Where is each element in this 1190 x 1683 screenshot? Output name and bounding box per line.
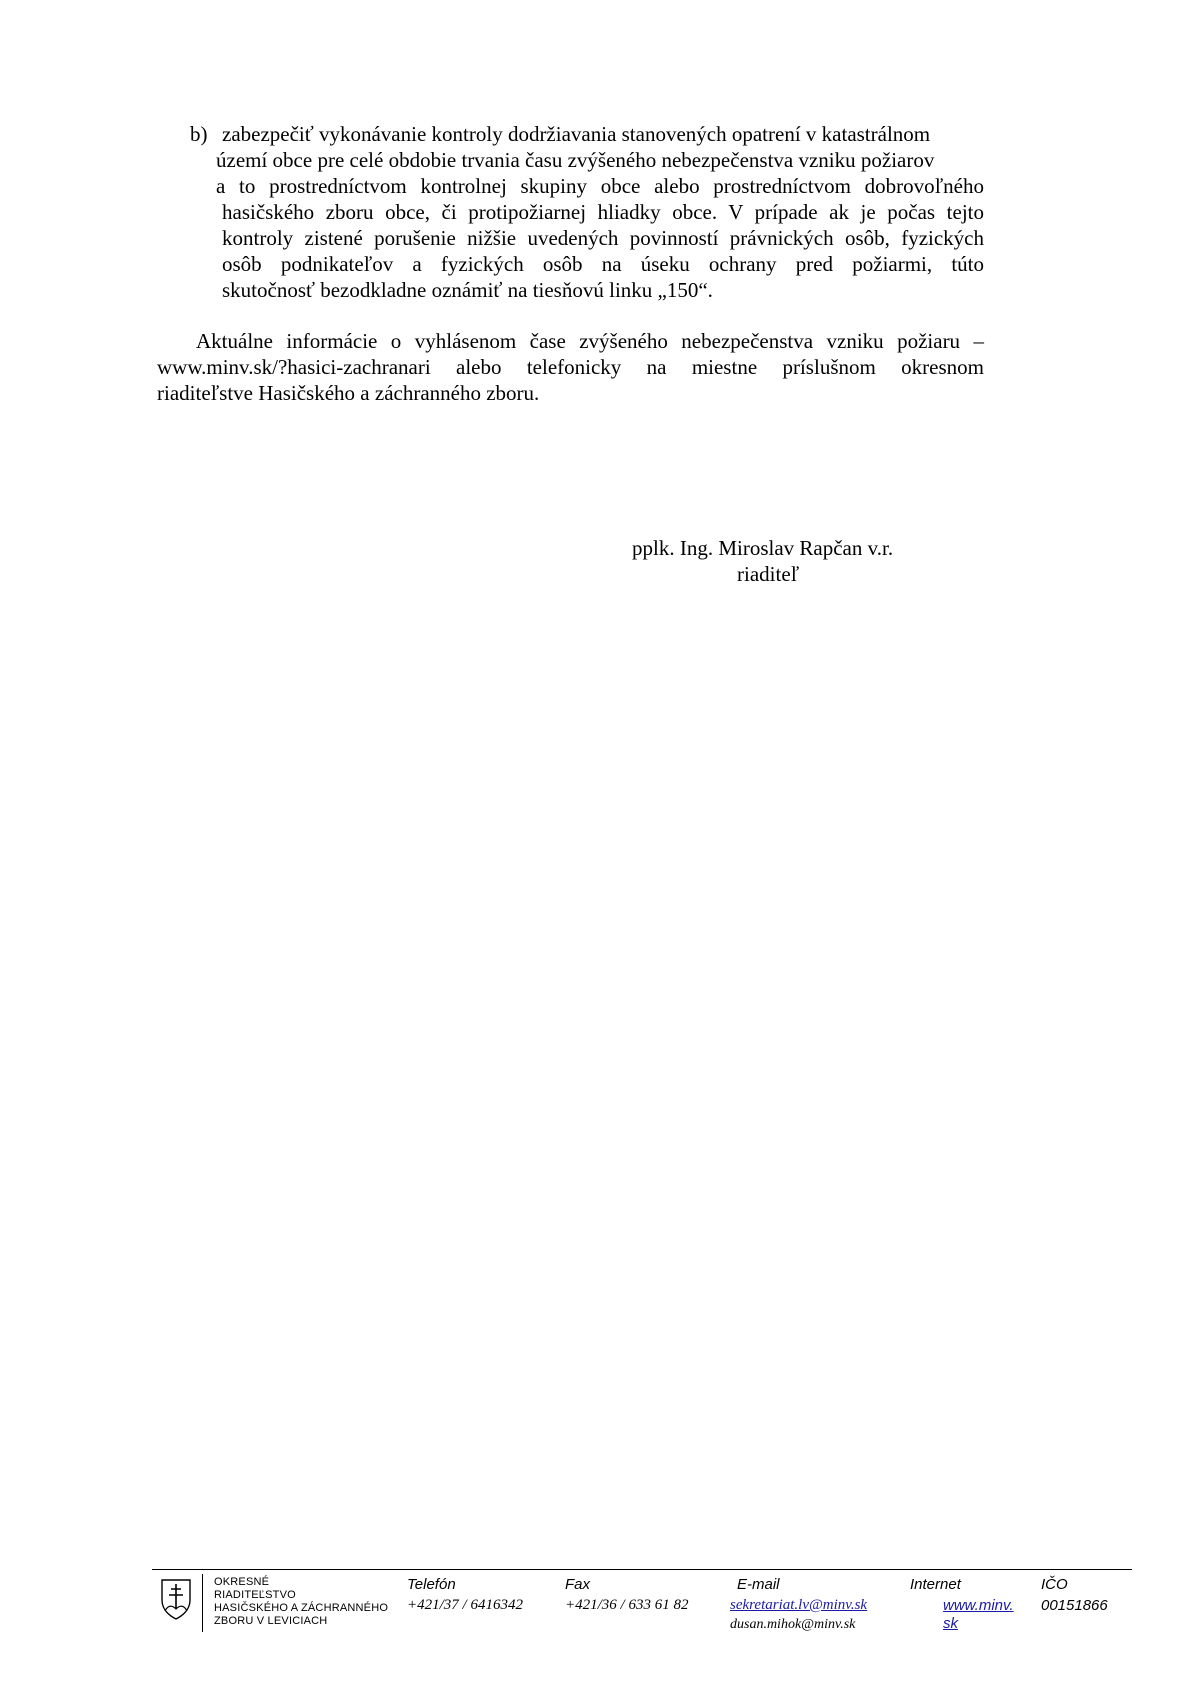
info-paragraph-line-3: riaditeľstve Hasičského a záchranného zboru. [157, 381, 540, 405]
ico-label: IČO [1041, 1576, 1068, 1593]
internet-label: Internet [910, 1576, 961, 1593]
ico-value: 00151866 [1041, 1597, 1108, 1614]
fax-label: Fax [565, 1576, 591, 1593]
org-line-4: ZBORU V LEVICIACH [214, 1615, 328, 1627]
list-marker: b) [190, 122, 208, 146]
slovak-coat-of-arms-icon [160, 1578, 192, 1620]
info-paragraph-line-1: Aktuálne informácie o vyhlásenom čase zvýšeného nebezpečenstva vzniku požiaru – [196, 329, 984, 353]
signature-name: pplk. Ing. Miroslav Rapčan v.r. [632, 536, 894, 560]
phone-label: Telefón [407, 1576, 456, 1593]
info-paragraph-line-2: www.minv.sk/?hasici-zachranari alebo telefonicky na miestne príslušnom okresnom [157, 355, 984, 379]
signature-title: riaditeľ [737, 562, 800, 586]
item-b-line-3: a to prostredníctvom kontrolnej skupiny obce alebo prostredníctvom dobrovoľného [216, 174, 984, 198]
org-line-3: HASIČSKÉHO A ZÁCHRANNÉHO [214, 1602, 389, 1614]
email-label: E-mail [737, 1576, 780, 1593]
org-line-1: OKRESNÉ [214, 1576, 270, 1588]
internet-link-line-2[interactable]: sk [943, 1615, 958, 1632]
item-b-line-6: osôb podnikateľov a fyzických osôb na úseku ochrany pred požiarmi, túto [222, 252, 984, 276]
email-secondary: dusan.mihok@minv.sk [730, 1617, 856, 1632]
footer-divider [152, 1569, 1132, 1570]
fax-value: +421/36 / 633 61 82 [565, 1597, 689, 1613]
item-b-line-1: zabezpečiť vykonávanie kontroly dodržiavania stanovených opatrení v katastrálnom [222, 122, 931, 146]
email-primary-link[interactable]: sekretariat.lv@minv.sk [730, 1597, 868, 1613]
item-b-line-2: území obce pre celé obdobie trvania času zvýšeného nebezpečenstva vzniku požiarov [216, 148, 935, 172]
item-b-line-5: kontroly zistené porušenie nižšie uvedených povinností právnických osôb, fyzických [222, 226, 984, 250]
footer-vertical-divider [202, 1574, 203, 1632]
org-line-2: RIADITEĽSTVO [214, 1589, 296, 1601]
internet-link-line-1[interactable]: www.minv. [943, 1597, 1014, 1614]
item-b-line-7: skutočnosť bezodkladne oznámiť na tiesňovú linku „150“. [222, 278, 713, 302]
phone-value: +421/37 / 6416342 [407, 1597, 523, 1613]
item-b-line-4: hasičského zboru obce, či protipožiarnej hliadky obce. V prípade ak je počas tejto [222, 200, 984, 224]
